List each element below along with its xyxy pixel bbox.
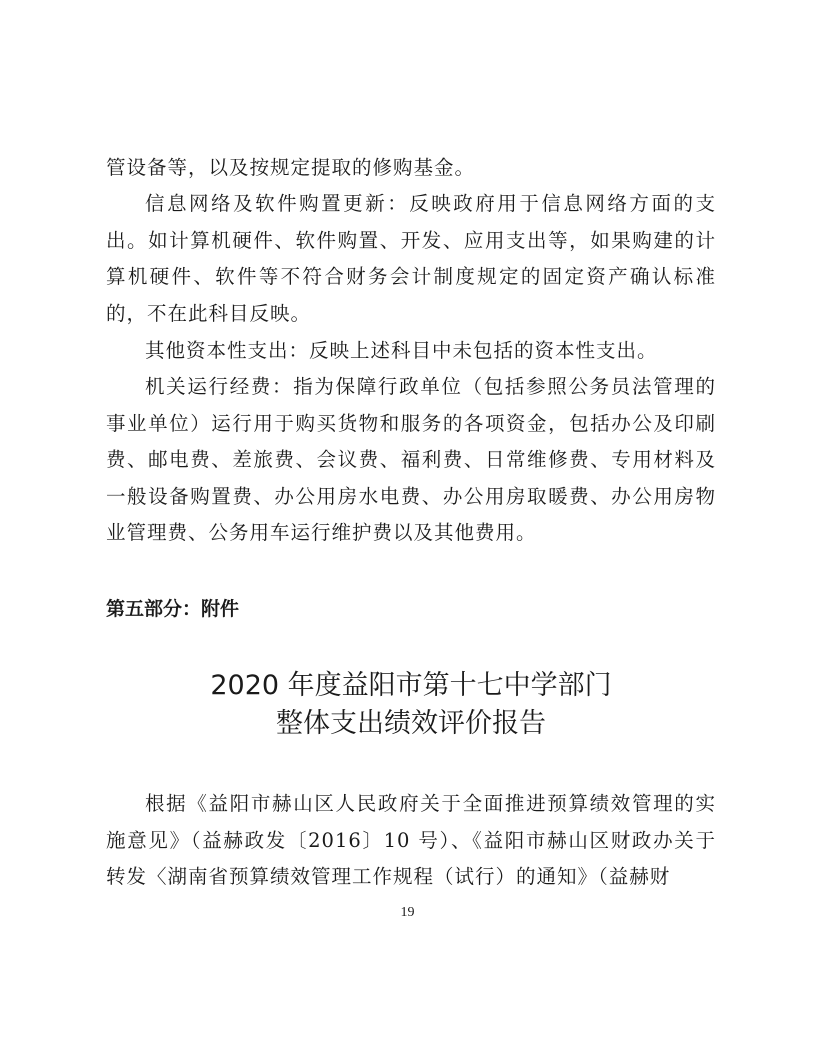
paragraph-continuation: 管设备等，以及按规定提取的修购基金。 (106, 156, 476, 179)
paragraph-network-software: 信息网络及软件购置更新：反映政府用于信息网络方面的支出。如计算机硬件、软件购置、开发、应用支出等，如果购建的计算机硬件、软件等不符合财务会计制度规定的固定资产确认标准的，不在此科目反映。 (106, 192, 716, 325)
paragraph-operating-expenses: 机关运行经费：指为保障行政单位（包括参照公务员法管理的事业单位）运行用于购买货物和服务的各项资金，包括办公及印刷费、邮电费、差旅费、会议费、福利费、日常维修费、专用材料及一般设备购置费、办公用房水电费、办公用房取暖费、办公用房物业管理费、公务用车运行维护费以及其他费用。 (106, 375, 716, 544)
page-number: 19 (400, 905, 415, 920)
paragraph-other-capital: 其他资本性支出：反映上述科目中未包括的资本性支出。 (145, 339, 658, 362)
section-heading: 第五部分：附件 (106, 598, 240, 620)
report-title-line2: 整体支出绩效评价报告 (276, 708, 546, 739)
paragraph-basis: 根据《益阳市赫山区人民政府关于全面推进预算绩效管理的实施意见》（益赫政发〔2016〕10 号）、《益阳市赫山区财政办关于转发〈湖南省预算绩效管理工作规程（试行）的通知》（益赫财 (106, 792, 716, 888)
report-title-line1: 2020 年度益阳市第十七中学部门 (210, 670, 612, 701)
